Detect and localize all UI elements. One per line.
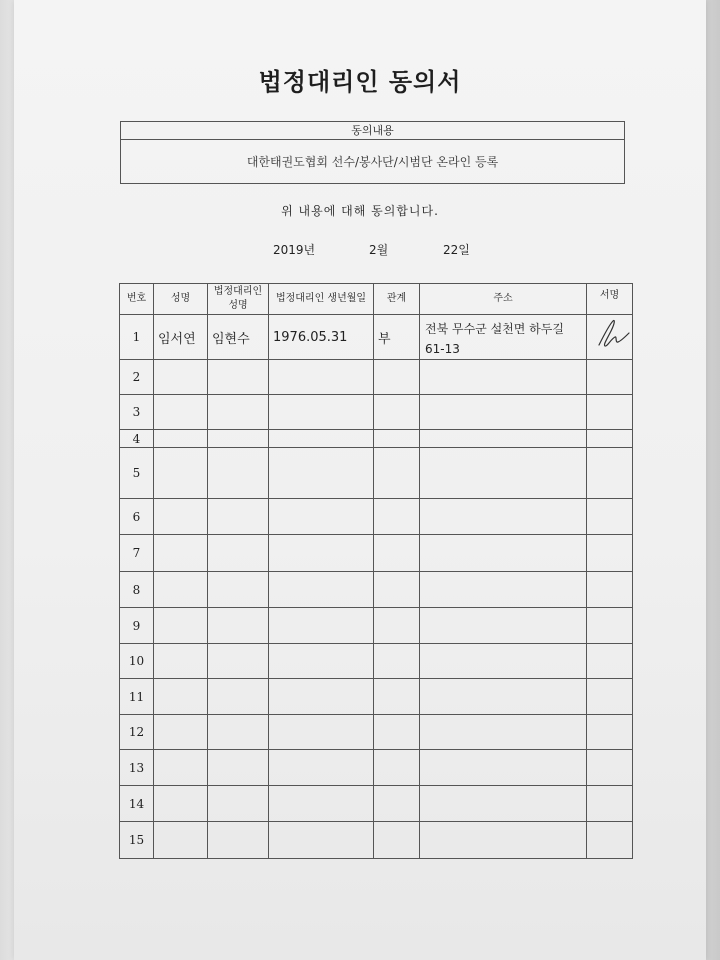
header-relation: 관계 <box>374 284 420 315</box>
row-relation <box>374 499 420 535</box>
row-guardian-name <box>208 395 269 430</box>
row-signature <box>587 679 633 715</box>
row-guardian-name <box>208 715 269 750</box>
date-year: 2019년 <box>273 243 316 257</box>
row-signature <box>587 535 633 572</box>
table-row <box>120 395 633 430</box>
row-relation <box>374 644 420 679</box>
row-guardian-birth <box>269 448 374 499</box>
row-no: 2 <box>120 360 154 395</box>
header-guardian-birth: 법정대리인 생년월일 <box>269 284 374 315</box>
row-address <box>420 822 587 859</box>
row-signature <box>587 750 633 786</box>
row-address <box>420 750 587 786</box>
row-guardian-name <box>208 644 269 679</box>
row-name <box>154 750 208 786</box>
row-relation <box>374 448 420 499</box>
row-address <box>420 572 587 608</box>
row-name <box>154 572 208 608</box>
row-name <box>154 644 208 679</box>
row-guardian-name <box>208 572 269 608</box>
row-name <box>154 608 208 644</box>
row-address <box>420 499 587 535</box>
row-no: 6 <box>120 499 154 535</box>
row-guardian-birth <box>269 499 374 535</box>
header-signature <box>587 284 633 315</box>
document-title: 법정대리인 동의서 <box>258 68 462 96</box>
row-guardian-birth <box>269 572 374 608</box>
row-address <box>420 715 587 750</box>
consent-header-row <box>121 122 624 140</box>
row-name <box>154 679 208 715</box>
guardian-table <box>119 283 633 859</box>
row-signature <box>587 786 633 822</box>
row-address <box>420 608 587 644</box>
row-guardian-name <box>208 679 269 715</box>
table-header-row <box>120 284 633 315</box>
table-row <box>120 715 633 750</box>
row-guardian-birth <box>269 644 374 679</box>
row-no: 11 <box>120 679 154 715</box>
table-row <box>120 572 633 608</box>
row-guardian-birth: 1976.05.31 <box>269 315 374 360</box>
row-address <box>420 644 587 679</box>
agreement-statement: 위 내용에 대해 동의합니다. <box>281 204 439 218</box>
row-guardian-name <box>208 786 269 822</box>
table-row <box>120 315 633 360</box>
row-signature <box>587 395 633 430</box>
row-guardian-birth <box>269 360 374 395</box>
row-signature <box>587 499 633 535</box>
row-guardian-name <box>208 822 269 859</box>
row-guardian-name <box>208 448 269 499</box>
row-signature <box>587 715 633 750</box>
header-address: 주소 <box>420 284 587 315</box>
table-row <box>120 360 633 395</box>
row-address <box>420 360 587 395</box>
row-guardian-name <box>208 535 269 572</box>
header-no: 번호 <box>120 284 154 315</box>
row-no: 13 <box>120 750 154 786</box>
row-signature <box>587 448 633 499</box>
row-relation <box>374 608 420 644</box>
row-no: 9 <box>120 608 154 644</box>
row-guardian-name <box>208 750 269 786</box>
row-name <box>154 715 208 750</box>
row-relation <box>374 535 420 572</box>
row-name <box>154 499 208 535</box>
row-relation <box>374 715 420 750</box>
consent-content: 대한태권도협회 선수/봉사단/시범단 온라인 등록 <box>246 155 499 169</box>
header-signature-label: 서명 <box>599 290 620 301</box>
row-name <box>154 786 208 822</box>
table-row <box>120 822 633 859</box>
row-signature <box>587 644 633 679</box>
row-no: 3 <box>120 395 154 430</box>
row-no: 14 <box>120 786 154 822</box>
row-no: 5 <box>120 448 154 499</box>
row-address <box>420 448 587 499</box>
table-row <box>120 608 633 644</box>
row-no: 1 <box>120 315 154 360</box>
row-name: 임서연 <box>154 315 208 360</box>
row-signature <box>587 430 633 448</box>
row-name <box>154 822 208 859</box>
row-name <box>154 430 208 448</box>
row-guardian-birth <box>269 430 374 448</box>
row-no: 4 <box>120 430 154 448</box>
row-address <box>420 395 587 430</box>
row-guardian-birth <box>269 679 374 715</box>
row-no: 15 <box>120 822 154 859</box>
row-address <box>420 535 587 572</box>
row-no: 12 <box>120 715 154 750</box>
row-guardian-name <box>208 430 269 448</box>
consent-box <box>120 121 625 184</box>
row-guardian-name <box>208 499 269 535</box>
row-guardian-birth <box>269 608 374 644</box>
row-address: 전북 무수군 설천면 하두길 61-13 <box>420 315 587 360</box>
row-relation <box>374 572 420 608</box>
table-row <box>120 499 633 535</box>
row-name <box>154 448 208 499</box>
row-guardian-birth <box>269 395 374 430</box>
table-row <box>120 535 633 572</box>
row-name <box>154 360 208 395</box>
date-month: 2월 <box>369 243 389 257</box>
row-relation <box>374 679 420 715</box>
row-signature <box>587 315 633 360</box>
table-row <box>120 750 633 786</box>
consent-header: 동의내용 <box>348 122 397 140</box>
handwritten-signature-icon <box>593 319 633 349</box>
row-no: 7 <box>120 535 154 572</box>
row-relation: 부 <box>374 315 420 360</box>
row-relation <box>374 822 420 859</box>
table-row <box>120 679 633 715</box>
row-relation <box>374 786 420 822</box>
row-guardian-name <box>208 608 269 644</box>
table-row <box>120 786 633 822</box>
row-address <box>420 786 587 822</box>
row-guardian-birth <box>269 535 374 572</box>
header-name: 성명 <box>154 284 208 315</box>
table-row <box>120 644 633 679</box>
table-row <box>120 430 633 448</box>
row-name <box>154 395 208 430</box>
header-guardian-name: 법정대리인 성명 <box>208 284 269 315</box>
row-guardian-birth <box>269 715 374 750</box>
row-guardian-birth <box>269 822 374 859</box>
row-signature <box>587 608 633 644</box>
row-guardian-birth <box>269 786 374 822</box>
row-guardian-birth <box>269 750 374 786</box>
row-no: 10 <box>120 644 154 679</box>
row-relation <box>374 360 420 395</box>
table-row <box>120 448 633 499</box>
row-guardian-name: 임현수 <box>208 315 269 360</box>
date-day: 22일 <box>443 243 470 257</box>
row-relation <box>374 395 420 430</box>
row-no: 8 <box>120 572 154 608</box>
row-signature <box>587 822 633 859</box>
row-address <box>420 679 587 715</box>
row-relation <box>374 750 420 786</box>
row-relation <box>374 430 420 448</box>
row-signature <box>587 572 633 608</box>
row-guardian-name <box>208 360 269 395</box>
row-address <box>420 430 587 448</box>
row-name <box>154 535 208 572</box>
row-signature <box>587 360 633 395</box>
